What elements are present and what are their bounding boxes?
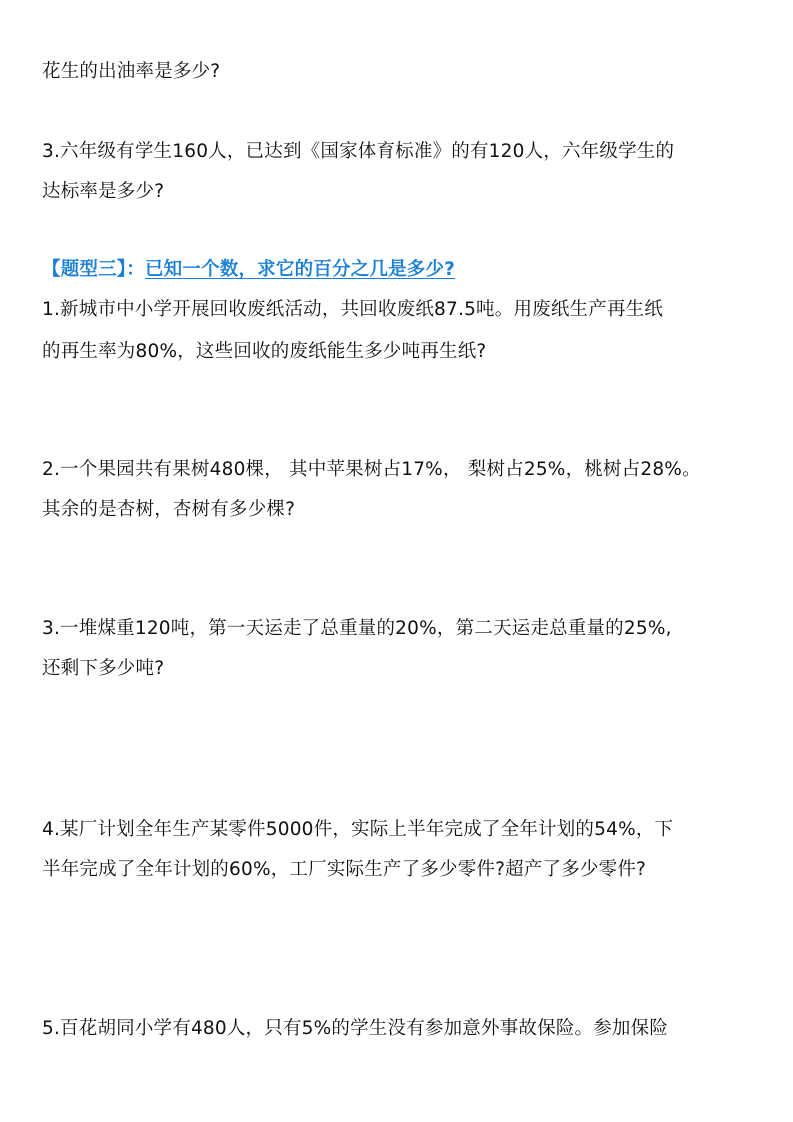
- question-1-line2: 的再生率为80%，这些回收的废纸能生多少吨再生纸?: [42, 341, 487, 362]
- question-4-line1: 4.某厂计划全年生产某零件5000件，实际上半年完成了全年计划的54%，下: [42, 819, 674, 840]
- question-3-line2: 还剩下多少吨?: [42, 658, 165, 679]
- question-continuation: 花生的出油率是多少?: [42, 61, 221, 82]
- question-b3-line2: 达标率是多少?: [42, 181, 165, 202]
- question-4-line2: 半年完成了全年计划的60%，工厂实际生产了多少零件?超产了多少零件?: [42, 859, 647, 880]
- question-2-line2: 其余的是杏树，杏树有多少棵?: [42, 499, 296, 520]
- question-b3-line1: 3.六年级有学生160人，已达到《国家体育标准》的有120人，六年级学生的: [42, 141, 675, 162]
- section-colon: ：: [126, 259, 145, 280]
- section-tag: 【题型三】: [42, 259, 127, 280]
- section-heading: [42, 257, 455, 283]
- question-3-line1: 3.一堆煤重120吨，第一天运走了总重量的20%，第二天运走总重量的25%,: [42, 618, 672, 639]
- question-2-line1: 2.一个果园共有果树480棵， 其中苹果树占17%， 梨树占25%，桃树占28%。: [42, 459, 701, 480]
- question-5-line1: 5.百花胡同小学有480人，只有5%的学生没有参加意外事故保险。参加保险: [42, 1018, 669, 1039]
- section-title: 已知一个数，求它的百分之几是多少?: [144, 259, 456, 280]
- question-1-line1: 1.新城市中小学开展回收废纸活动，共回收废纸87.5吨。用废纸生产再生纸: [42, 299, 664, 320]
